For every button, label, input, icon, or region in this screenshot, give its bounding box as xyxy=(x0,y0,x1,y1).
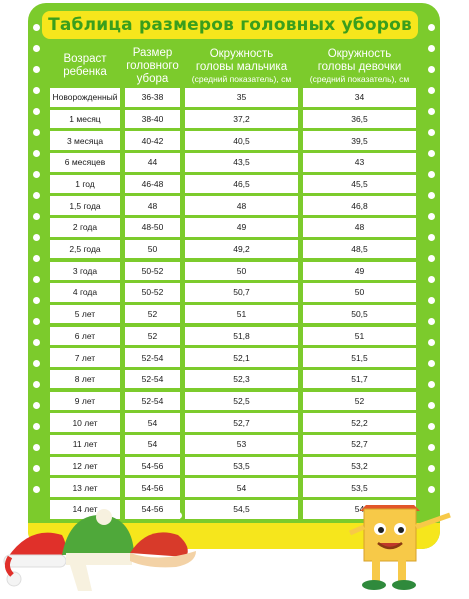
table-cell-size: 48-50 xyxy=(125,218,180,237)
table-cell-size: 52-54 xyxy=(125,370,180,389)
border-dot xyxy=(428,381,435,388)
table-cell-size: 52 xyxy=(125,305,180,324)
table-cell-girl: 52,2 xyxy=(303,413,416,432)
table-cell-boy: 46,5 xyxy=(185,175,298,194)
table-cell-size: 40-42 xyxy=(125,131,180,150)
border-dot xyxy=(33,24,40,31)
table-cell-boy: 37,2 xyxy=(185,110,298,129)
green-winter-hat-icon xyxy=(62,509,134,591)
table-cell-size: 38-40 xyxy=(125,110,180,129)
house-mascot-icon xyxy=(350,505,450,590)
table-cell-boy: 54,5 xyxy=(185,500,298,519)
table-cell-boy: 49,2 xyxy=(185,240,298,259)
border-dot xyxy=(428,423,435,430)
table-cell-girl: 51 xyxy=(303,327,416,346)
table-cell-girl: 54 xyxy=(303,500,416,519)
table-cell-size: 48 xyxy=(125,196,180,215)
border-dot xyxy=(428,465,435,472)
table-cell-size: 50-52 xyxy=(125,262,180,281)
border-dot xyxy=(428,150,435,157)
table-cell-boy: 50 xyxy=(185,262,298,281)
table-cell-age: 7 лет xyxy=(50,348,120,367)
table-cell-boy: 52,5 xyxy=(185,392,298,411)
table-cell-size: 54 xyxy=(125,435,180,454)
border-dot xyxy=(33,192,40,199)
table-cell-boy: 51,8 xyxy=(185,327,298,346)
border-dot xyxy=(33,45,40,52)
border-dot xyxy=(428,276,435,283)
header-boy xyxy=(185,44,298,88)
table-cell-age: 6 лет xyxy=(50,327,120,346)
border-dot xyxy=(33,108,40,115)
table-cell-size: 52-54 xyxy=(125,348,180,367)
border-dot xyxy=(428,444,435,451)
border-dot xyxy=(33,423,40,430)
border-dot xyxy=(33,66,40,73)
border-dot xyxy=(428,108,435,115)
table-cell-size: 50-52 xyxy=(125,283,180,302)
header-boy-line1: Окружность xyxy=(209,48,274,60)
table-cell-age: 2,5 года xyxy=(50,240,120,259)
table-cell-size: 54-56 xyxy=(125,457,180,476)
title-banner xyxy=(42,11,418,39)
table-cell-age: 1,5 года xyxy=(50,196,120,215)
table-cell-size: 54-56 xyxy=(125,478,180,497)
border-dot xyxy=(428,255,435,262)
table-cell-age: 10 лет xyxy=(50,413,120,432)
table-cell-size: 46-48 xyxy=(125,175,180,194)
table-cell-girl: 52 xyxy=(303,392,416,411)
border-dot xyxy=(428,297,435,304)
border-dot xyxy=(33,486,40,493)
table-cell-boy: 40,5 xyxy=(185,131,298,150)
header-size-line1: Размер xyxy=(132,46,173,59)
border-dot xyxy=(33,318,40,325)
header-hat-size xyxy=(125,44,180,88)
table-cell-girl: 51,5 xyxy=(303,348,416,367)
table-cell-age: 1 месяц xyxy=(50,110,120,129)
table-cell-girl: 52,7 xyxy=(303,435,416,454)
table-cell-girl: 48,5 xyxy=(303,240,416,259)
border-dot xyxy=(428,66,435,73)
table-cell-girl: 39,5 xyxy=(303,131,416,150)
table-cell-girl: 51,7 xyxy=(303,370,416,389)
table-cell-size: 52 xyxy=(125,327,180,346)
border-dot xyxy=(33,234,40,241)
table-cell-girl: 49 xyxy=(303,262,416,281)
border-dot xyxy=(428,171,435,178)
border-dot xyxy=(33,465,40,472)
table-cell-size: 36-38 xyxy=(125,88,180,107)
header-girl-line1: Окружность xyxy=(327,48,392,60)
table-cell-age: 5 лет xyxy=(50,305,120,324)
table-cell-size: 44 xyxy=(125,153,180,172)
border-dot xyxy=(428,360,435,367)
decorations xyxy=(0,505,469,599)
table-cell-girl: 50 xyxy=(303,283,416,302)
table-cell-girl: 50,5 xyxy=(303,305,416,324)
table-cell-girl: 46,8 xyxy=(303,196,416,215)
table-cell-age: 13 лет xyxy=(50,478,120,497)
border-dot xyxy=(33,87,40,94)
table-cell-girl: 34 xyxy=(303,88,416,107)
page-title: Таблица размеров головных уборов xyxy=(48,15,412,35)
border-dot xyxy=(428,318,435,325)
border-dot xyxy=(428,129,435,136)
table-cell-age: 4 года xyxy=(50,283,120,302)
table-cell-boy: 53 xyxy=(185,435,298,454)
border-dot xyxy=(428,402,435,409)
border-dot xyxy=(33,297,40,304)
header-size-line2: головного xyxy=(126,59,179,72)
table-cell-age: 14 лет xyxy=(50,500,120,519)
table-cell-size: 54-56 xyxy=(125,500,180,519)
border-dot xyxy=(428,213,435,220)
border-dot xyxy=(428,486,435,493)
border-dot xyxy=(428,192,435,199)
table-cell-girl: 53,5 xyxy=(303,478,416,497)
border-dot xyxy=(33,444,40,451)
border-dot xyxy=(33,255,40,262)
red-cap-icon xyxy=(130,532,196,567)
table-cell-boy: 53,5 xyxy=(185,457,298,476)
table-cell-boy: 51 xyxy=(185,305,298,324)
header-size-line3: убора xyxy=(136,72,169,85)
border-dot xyxy=(33,276,40,283)
table-cell-girl: 36,5 xyxy=(303,110,416,129)
table-cell-size: 54 xyxy=(125,413,180,432)
table-cell-boy: 43,5 xyxy=(185,153,298,172)
header-age-line1: Возраст xyxy=(63,53,107,65)
border-dot xyxy=(33,381,40,388)
border-dot xyxy=(33,150,40,157)
table-cell-girl: 45,5 xyxy=(303,175,416,194)
table-cell-boy: 52,7 xyxy=(185,413,298,432)
table-cell-age: 1 год xyxy=(50,175,120,194)
border-dot xyxy=(33,339,40,346)
table-cell-age: 6 месяцев xyxy=(50,153,120,172)
table-cell-age: Новорожденный xyxy=(50,88,120,107)
border-dot xyxy=(428,87,435,94)
table-cell-boy: 50,7 xyxy=(185,283,298,302)
border-dot xyxy=(428,339,435,346)
header-age xyxy=(50,44,120,88)
table-cell-boy: 52,3 xyxy=(185,370,298,389)
header-girl-line2: головы девочки xyxy=(317,61,402,73)
table-cell-boy: 52,1 xyxy=(185,348,298,367)
table-cell-size: 52-54 xyxy=(125,392,180,411)
table-cell-boy: 48 xyxy=(185,196,298,215)
border-dot xyxy=(33,213,40,220)
table-cell-girl: 43 xyxy=(303,153,416,172)
table-cell-size: 50 xyxy=(125,240,180,259)
border-dot xyxy=(428,45,435,52)
santa-hat-icon xyxy=(4,533,66,586)
table-cell-age: 3 года xyxy=(50,262,120,281)
size-table xyxy=(50,44,416,522)
header-girl-line3: (средний показатель), см xyxy=(309,74,410,84)
table-cell-boy: 49 xyxy=(185,218,298,237)
header-girl xyxy=(303,44,416,88)
table-cell-girl: 48 xyxy=(303,218,416,237)
border-dot xyxy=(33,171,40,178)
header-boy-line3: (средний показатель), см xyxy=(191,74,292,84)
table-cell-age: 2 года xyxy=(50,218,120,237)
header-age-line2: ребенка xyxy=(63,66,107,78)
table-cell-age: 8 лет xyxy=(50,370,120,389)
table-cell-age: 11 лет xyxy=(50,435,120,454)
border-dot xyxy=(33,129,40,136)
table-cell-boy: 35 xyxy=(185,88,298,107)
border-dot xyxy=(428,234,435,241)
table-cell-girl: 53,2 xyxy=(303,457,416,476)
table-cell-boy: 54 xyxy=(185,478,298,497)
table-cell-age: 3 месяца xyxy=(50,131,120,150)
table-cell-age: 12 лет xyxy=(50,457,120,476)
border-dot xyxy=(33,402,40,409)
border-dot xyxy=(428,24,435,31)
table-cell-age: 9 лет xyxy=(50,392,120,411)
header-boy-line2: головы мальчика xyxy=(195,61,288,73)
border-dot xyxy=(33,360,40,367)
